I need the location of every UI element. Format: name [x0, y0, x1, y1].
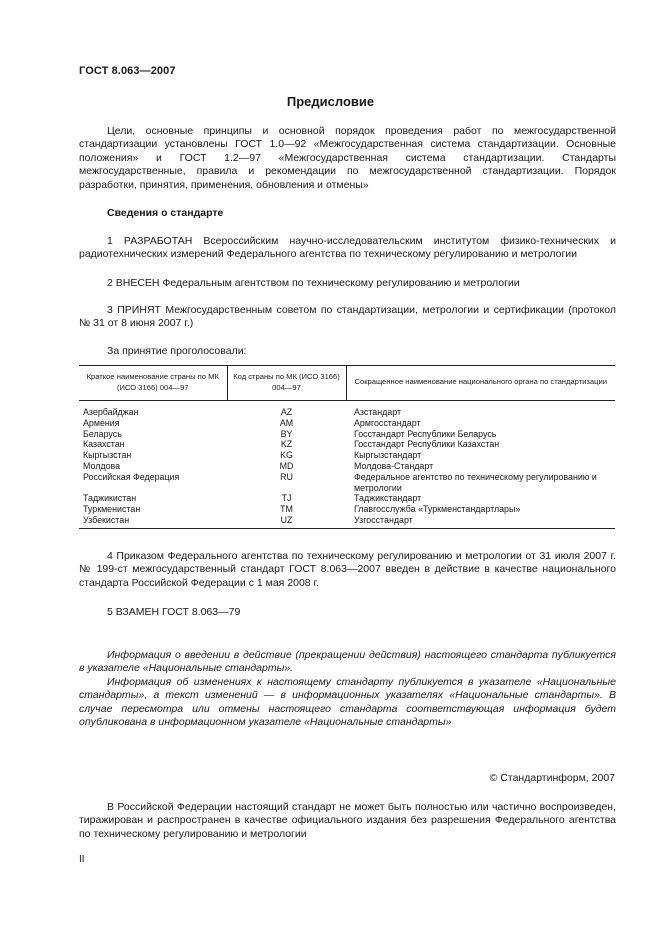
item4-block — [79, 550, 616, 590]
standard-info-item-1: 1 РАЗРАБОТАН Всероссийским научно-исследовательским институтом физико-технических и радиотехнических измерений Федерального агентства по техническому регулированию и метрологии — [79, 235, 616, 261]
organization-cell: Таджикстандарт — [354, 493, 422, 504]
voted-label-block — [79, 345, 616, 358]
code-cell: BY — [280, 428, 293, 439]
country-cell: Российская Федерация — [83, 471, 180, 482]
info-notes-block — [79, 649, 616, 729]
code-cell: TJ — [281, 493, 292, 504]
standard-info-item-3: 3 ПРИНЯТ Межгосударственным советом по стандартизации, метрологии и сертификации (протокол № 31 от 8 июня 2007 г.) — [79, 304, 616, 330]
organization-cell: Госстандарт Республики Казахстан — [354, 439, 500, 450]
country-cell: Туркменистан — [83, 504, 141, 515]
organization-cell: Узгосстандарт — [346, 515, 615, 528]
item3-block — [79, 304, 616, 331]
code-cell: TM — [280, 504, 293, 515]
item1-block — [79, 235, 616, 262]
info-note-1: Информация о введении в действие (прекращении действия) настоящего стандарта публикуется в указателе «Национальные стандарты». — [79, 649, 616, 675]
country-cell: Армения — [83, 417, 120, 428]
organization-cell: Кыргызстандарт — [354, 450, 422, 461]
document-code-header: ГОСТ 8.063—2007 — [79, 65, 176, 77]
code-cell: RU — [280, 471, 293, 482]
page-number: II — [79, 854, 85, 865]
table-row — [79, 515, 615, 528]
standard-info-item-5: 5 ВЗАМЕН ГОСТ 8.063—79 — [107, 606, 241, 618]
foreword-paragraph: Цели, основные принципы и основной порядок проведения работ по межгосударственной стандартизации установлены ГОСТ 1.0—92 «Межгосударственная система стандартизации. Основные положения» и ГОСТ 1.2—97 «Межгосударственная система стандартизации. Стандарты межгосударственные, правила и рекомендации по межгосударственной стандартизации. Порядок разработки, принятия, применения, обновления и отмены» — [79, 125, 616, 191]
voted-label: За принятие проголосовали: — [107, 345, 247, 357]
page-title: Предисловие — [286, 94, 375, 109]
reproduction-notice: В Российской Федерации настоящий стандарт не может быть полностью или частично воспроизведен, тиражирован и распространен в качестве официального издания без разрешения Федерального агентства по техническому регулированию и метрологии — [79, 801, 616, 840]
info-note-2: Информация об изменениях к настоящему стандарту публикуется в указателе «Национальные стандарты», а текст изменений — в информационных указателях «Национальные стандарты». В случае пересмотра или отмены настоящего стандарта соответствующая информация будет опубликована в информационном указателе «Национальные стандарты» — [79, 675, 616, 729]
code-cell: AZ — [280, 407, 293, 417]
code-cell: UZ — [227, 515, 346, 528]
reproduction-notice-block — [79, 801, 616, 841]
standard-info-item-2: 2 ВНЕСЕН Федеральным агентством по техническому регулированию и метрологии — [107, 277, 520, 289]
copyright-line: © Стандартинформ, 2007 — [489, 772, 615, 784]
item5-block — [79, 606, 616, 619]
column-header-country: Краткое наименование страны по МК (ИСО 3166) 004—97 — [79, 366, 227, 401]
country-cell: Таджикистан — [83, 493, 137, 504]
table-header-row — [79, 366, 615, 401]
table-row — [79, 504, 615, 515]
table-row — [79, 450, 615, 461]
voting-countries-table — [79, 365, 615, 529]
table-row — [79, 439, 615, 450]
code-cell: KG — [280, 450, 293, 461]
table-row — [79, 472, 615, 494]
foreword-block — [79, 125, 616, 192]
column-header-code: Код страны по МК (ИСО 3166) 004—97 — [227, 366, 346, 401]
organization-cell: Госстандарт Республики Беларусь — [354, 428, 497, 439]
country-cell: Кыргызстан — [83, 450, 132, 461]
standard-info-heading: Сведения о стандарте — [107, 207, 224, 219]
table-row — [79, 418, 615, 429]
column-header-organization: Сокращенное наименование национального органа по стандартизации — [346, 366, 615, 401]
table-row — [79, 401, 615, 418]
country-cell: Азербайджан — [83, 407, 139, 417]
organization-cell: Федеральное агентство по техническому регулированию и метрологии — [354, 471, 597, 493]
code-cell: KZ — [280, 439, 293, 450]
country-cell: Узбекистан — [79, 515, 227, 528]
table-row — [79, 429, 615, 440]
standard-info-heading-block — [79, 207, 616, 220]
item2-block — [79, 277, 616, 290]
country-cell: Беларусь — [83, 428, 122, 439]
standard-info-item-4: 4 Приказом Федерального агентства по техническому регулированию и метрологии от 31 июля 2007 г. № 199-ст межгосударственный стандарт ГОСТ 8.063—2007 введен в действие в качестве национального стандарта Российской Федерации с 1 мая 2008 г. — [79, 550, 616, 589]
organization-cell: Главгосслужба «Туркменстандартлары» — [354, 504, 521, 515]
organization-cell: Азстандарт — [354, 407, 402, 417]
table-row — [79, 493, 615, 504]
code-cell: AM — [279, 417, 294, 428]
organization-cell: Молдова-Стандарт — [354, 460, 434, 471]
country-cell: Молдова — [83, 460, 121, 471]
table-row — [79, 461, 615, 472]
country-cell: Казахстан — [83, 439, 125, 450]
code-cell: MD — [279, 460, 294, 471]
organization-cell: Армгосстандарт — [354, 417, 421, 428]
